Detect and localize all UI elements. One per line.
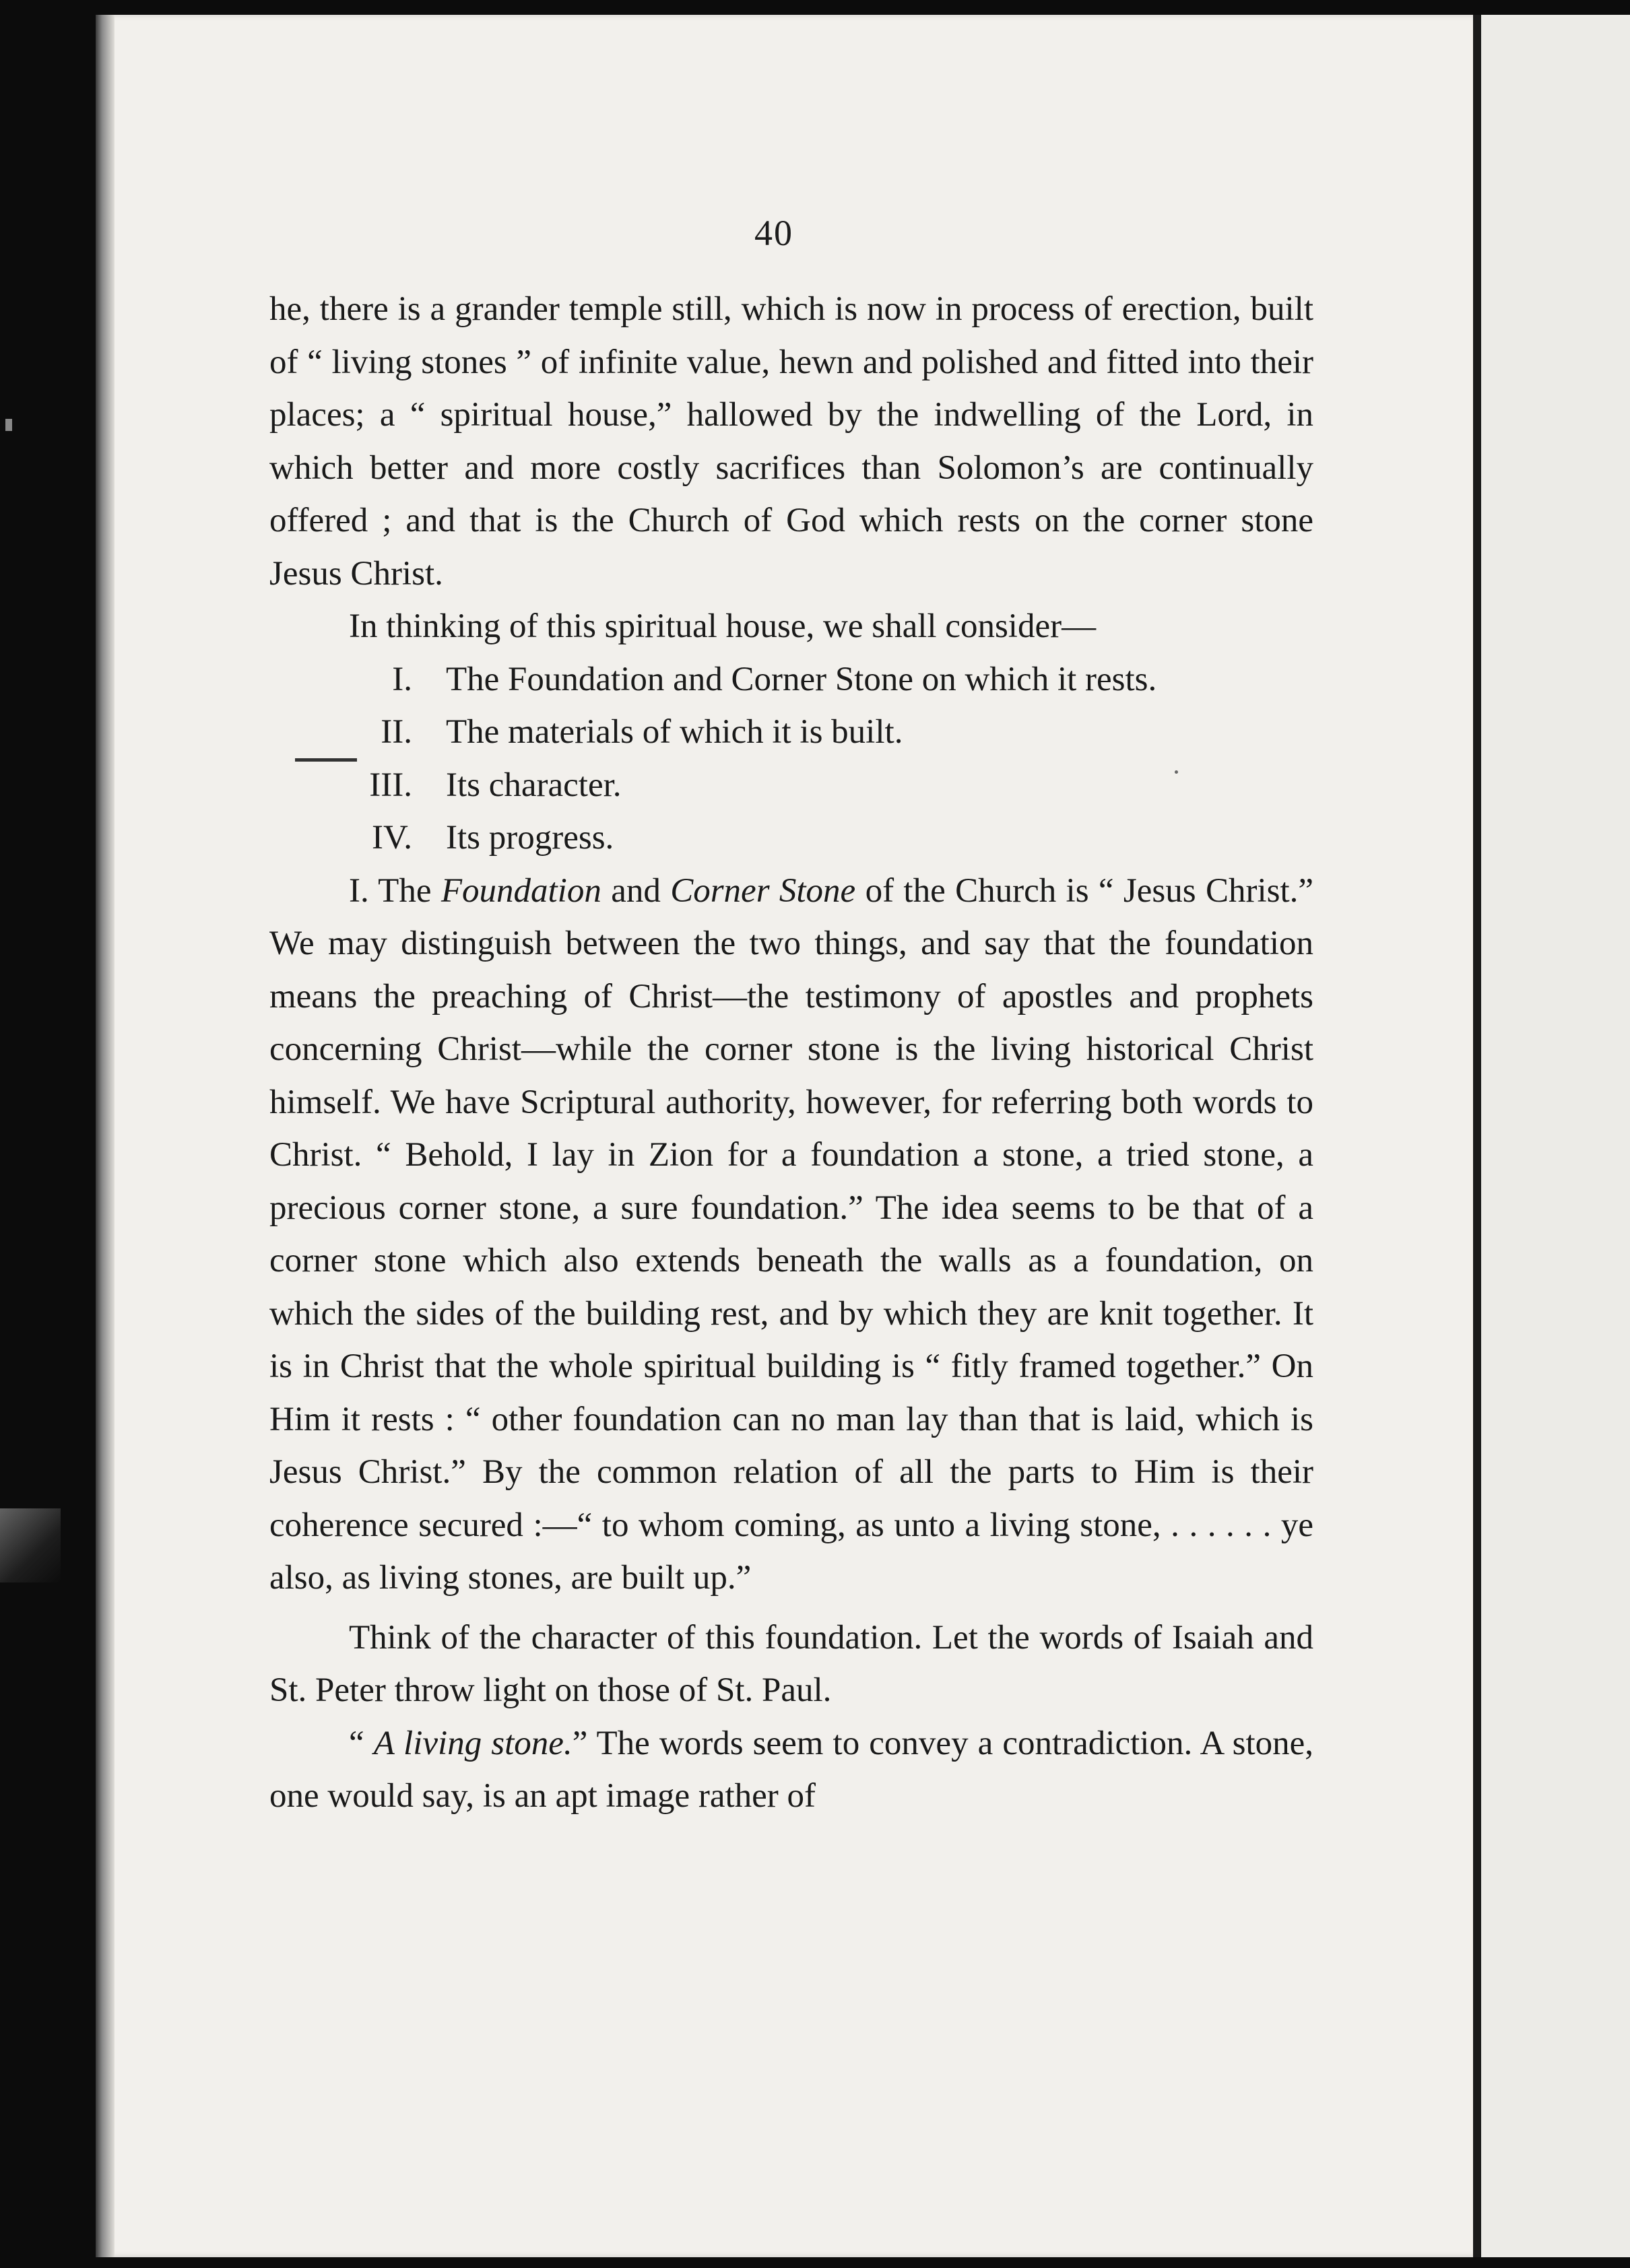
facing-page	[1481, 15, 1630, 2257]
italic-term: Foundation	[441, 871, 601, 910]
list-text: Its progress.	[446, 819, 614, 857]
list-item	[269, 653, 1313, 706]
list-number: I.	[392, 660, 412, 698]
text-run: and	[611, 871, 661, 910]
list-item	[269, 811, 1313, 865]
text-run: The words seem to convey a contradiction. A stone, one would say, is an apt image rather of	[269, 1724, 1313, 1815]
scan-artifact	[5, 419, 12, 431]
page-gutter	[1473, 15, 1481, 2257]
text-run: I. The	[349, 871, 432, 910]
paragraph	[269, 1717, 1313, 1823]
list-text: The materials of which it is built.	[446, 713, 903, 751]
page-number: 40	[754, 213, 793, 253]
text-run: of the Church is “ Jesus Christ.” We may distinguish between the two things, and say that the foundation means the preaching of Christ—the testimony of apostles and prophets concerning Christ—while the corner stone is the living historical Christ himself. We have Scriptural authority, however, for referring both words to Christ. “ Behold, I lay in Zion for a foundation a stone, a tried stone, a precious corner stone, a sure foundation.” The idea seems to be that of a corner stone which also extends beneath the walls as a foundation, on which the sides of the building rest, and by which they are knit together. It is in Christ that the whole spiritual building is “ fitly framed together.” On Him it rests : “ other foundation can no man lay than that is laid, which is Jesus Christ.” By the common relation of all the parts to Him is their coherence secured :—“ to whom coming, as unto a living stone, . . . . . . ye also, as living stones, are built up.”	[269, 871, 1314, 1597]
list-number: II.	[381, 713, 412, 751]
page-binding-edge	[96, 15, 115, 2257]
list-number: III.	[369, 766, 412, 804]
scan-artifact	[0, 1508, 61, 1582]
list-item	[269, 759, 1313, 812]
body-text	[269, 283, 1313, 1823]
italic-term: A living stone.	[373, 1724, 573, 1762]
paragraph: Think of the character of this foundation. Let the words of Isaiah and St. Peter throw light on those of St. Paul.	[269, 1618, 1313, 1709]
close-quote: ”	[572, 1724, 588, 1762]
paragraph: he, there is a grander temple still, which is now in process of erection, built of “ living stones ” of infinite value, hewn and polished and fitted into their places; a “ spiritual house,” hallowed by the indwelling of the Lord, in which better and more costly sacrifices than Solomon’s are continually offered ; and that is the Church of God which rests on the corner stone Jesus Christ.	[269, 290, 1313, 593]
outline-list	[269, 653, 1313, 865]
paragraph	[269, 865, 1313, 1605]
paragraph: In thinking of this spiritual house, we shall consider—	[349, 607, 1097, 645]
list-text: Its character.	[446, 766, 622, 804]
italic-term: Corner Stone	[670, 871, 856, 910]
list-number: IV.	[372, 819, 412, 857]
list-item	[269, 706, 1313, 759]
list-text: The Foundation and Corner Stone on which it rests.	[446, 660, 1157, 698]
open-quote: “	[349, 1724, 364, 1762]
